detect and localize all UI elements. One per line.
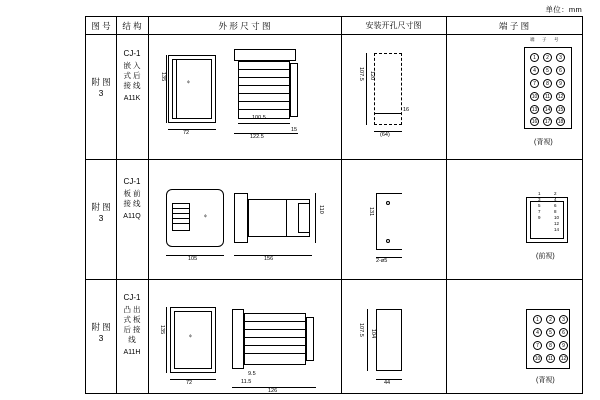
terminal-pin: 8 [543,79,552,88]
row3-structure-text: 凸 出 式 板 后 接 线 [123,305,141,344]
col-sep-4 [446,17,447,393]
terminal-pin: 7 [530,79,539,88]
row2-mount-dim-131: 131 [368,207,374,217]
row2-mount-hole [386,239,390,243]
row1-side-tail [290,63,298,117]
terminal-pin: 8 [546,341,555,350]
row2-front-mark: ⌀ [202,212,208,219]
header-structure: 结 构 [122,21,142,31]
terminal-pin: 2 [546,315,555,324]
row-sep-2 [86,279,582,280]
row1-dim-135: 135 [160,72,166,82]
row2-terminal-caption: (前视) [536,253,555,260]
row2-terminal-num-left: 1 [538,191,541,196]
terminal-pin: 10 [534,356,541,362]
row2-terminal-num: 14 [554,227,560,232]
row1-terminal-label-1: 端 [530,37,535,42]
row2-structure-text: 板 前 接 线 [123,189,141,208]
row3-dim-72: 72 [186,380,193,386]
row2-terminal-num-left: 5 [538,203,541,208]
terminal-pin: 17 [544,119,551,125]
row1-front-mark: ⌀ [185,78,191,85]
row2-dim-110: 110 [318,205,324,214]
row2-terminal-num: 10 [554,215,560,220]
row3-side-tail [306,317,314,361]
row-sep-1 [86,159,582,160]
terminal-pin: 11 [544,94,551,100]
row2-terminal-num-left: 7 [538,209,541,214]
terminal-pin: 7 [533,341,542,350]
row1-mount-dim-64: (64) [380,132,390,138]
row3-mount-dim-44: 44 [384,380,391,386]
row3-dim-126: 126 [268,388,278,394]
terminal-pin: 18 [557,119,564,125]
row1-code: A11K [123,95,141,102]
terminal-pin: 4 [530,66,539,75]
row3-side-flange [232,309,244,369]
row2-terminal-inner [530,201,564,239]
row2-dim-105: 105 [188,256,198,262]
row3-model: CJ-1 [123,293,141,302]
row3-mount-outline [376,309,402,371]
header-terminal: 端 子 图 [498,21,530,31]
unit-note: 单位：mm [545,5,582,14]
row2-structure [119,177,145,222]
row2-mount-hole-spec: 2-ø5 [376,258,388,264]
row1-terminal-label-2: 子 [542,37,547,42]
row3-front-inner [174,311,212,369]
terminal-pin: 2 [543,53,552,62]
row3-figure: 附 图 3 [91,322,111,343]
terminal-pin: 9 [559,341,568,350]
row2-side-flange [234,193,248,243]
terminal-pin: 5 [546,328,555,337]
terminal-pin: 10 [531,94,538,100]
row3-mount-dim-1075: 107.5 [358,323,364,337]
row1-dimline-h [168,129,216,130]
terminal-pin: 14 [544,107,551,113]
row1-mount-dim-1075: 107.5 [358,67,364,81]
terminal-pin: 13 [531,107,538,113]
row2-dim-156: 156 [264,256,274,262]
row2-mount-hole [386,201,390,205]
row3-front-mark: ⌀ [187,332,193,339]
terminal-pin: 5 [543,66,552,75]
row1-model: CJ-1 [123,49,141,58]
row1-front-inner [172,59,212,119]
row2-terminal-num: 2 [554,191,557,196]
header-mounting: 安装开孔尺寸图 [365,21,422,30]
row1-side-top [234,49,296,61]
spec-table [85,16,583,394]
table-header [86,17,582,35]
terminal-pin: 4 [533,328,542,337]
row3-terminal-caption: (背视) [536,377,555,384]
terminal-pin: 11 [547,356,554,362]
terminal-pin: 12 [557,94,564,100]
terminal-pin: 15 [557,107,564,113]
terminal-pin: 6 [556,66,565,75]
row1-dim-1225: 122.5 [250,134,264,140]
col-sep-2 [148,17,149,393]
row2-terminal-num: 12 [554,221,560,226]
row1-mount-dim-16: 16 [403,107,410,113]
row1-dim-15: 15 [291,127,298,133]
row1-mount-outline [374,53,402,125]
row3-dim-135: 135 [159,325,165,335]
row1-dim-1005: 100.5 [252,115,266,121]
terminal-pin: 16 [531,119,538,125]
row2-terminal-num: 4 [554,197,557,202]
row1-dimline-v [166,55,167,123]
row1-terminal-label-3: 号 [554,37,559,42]
row1-structure [119,49,145,104]
row2-terminal-num-left: 9 [538,215,541,220]
row1-terminal-caption: (背视) [534,139,553,146]
row2-terminal-num: 6 [554,203,557,208]
row3-mount-dim-104: 104 [370,329,376,339]
row2-figure: 附 图 3 [91,202,111,223]
terminal-pin: 3 [559,315,568,324]
terminal-pin: 1 [530,53,539,62]
row3-code: A11H [123,349,141,356]
row1-front-line [176,59,177,119]
terminal-pin: 12 [560,356,567,362]
row2-side-tail [298,203,310,233]
row1-dim-72: 72 [183,130,190,136]
row1-structure-text: 嵌 入 式 后 接 线 [123,61,141,90]
row2-model: CJ-1 [123,177,141,186]
terminal-pin: 6 [559,328,568,337]
terminal-pin: 1 [533,315,542,324]
header-figure: 图 号 [91,21,111,31]
row2-terminal-num-left: 3 [538,197,541,202]
col-sep-3 [341,17,342,393]
row3-dim-115: 11.5 [241,379,252,385]
header-outline: 外 形 尺 寸 图 [218,21,271,31]
col-sep-1 [116,17,117,393]
terminal-pin: 9 [556,79,565,88]
row3-structure [119,293,145,358]
row2-terminal-num: 8 [554,209,557,214]
row1-mount-dim-120: 120 [369,71,375,81]
row1-figure: 附 图 3 [91,77,111,98]
terminal-pin: 3 [556,53,565,62]
row3-dim-95: 9.5 [248,371,256,377]
row2-code: A11Q [123,213,141,220]
